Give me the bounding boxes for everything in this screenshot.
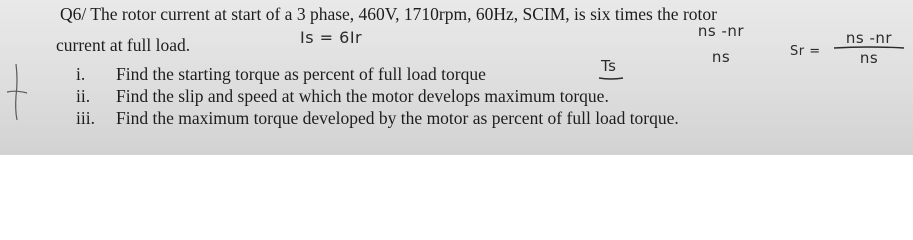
- fraction-numerator: ns -nr: [845, 29, 893, 47]
- item-number: i.: [76, 64, 86, 84]
- fraction-denominator: ns: [859, 49, 879, 67]
- torque-note-underline: [598, 76, 624, 81]
- question-item-1: [76, 64, 486, 84]
- question-line-1: Q6/ The rotor current at start of a 3 phase, 460V, 1710rpm, 60Hz, SCIM, is six times the rotor: [60, 4, 717, 24]
- item-number: iii.: [76, 108, 95, 128]
- item-number: ii.: [76, 86, 91, 106]
- item-text: Find the slip and speed at which the motor develops maximum torque.: [116, 86, 609, 106]
- handwritten-fraction: [682, 23, 760, 65]
- handwritten-torque-note: Ts: [601, 57, 617, 75]
- question-item-3: [76, 108, 679, 128]
- question-line-2: current at full load.: [56, 35, 191, 55]
- item-text: Find the maximum torque developed by the motor as percent of full load torque.: [116, 108, 679, 128]
- fraction-denominator: ns: [711, 48, 731, 66]
- question-item-2: [76, 86, 609, 106]
- handwritten-current-equation: Is = 6Ir: [300, 28, 363, 47]
- item-text: Find the starting torque as percent of full load torque: [116, 64, 486, 84]
- fraction-numerator: ns -nr: [697, 22, 745, 40]
- handwritten-sr-label: Sr =: [790, 44, 821, 59]
- margin-pen-mark: [4, 62, 30, 122]
- handwritten-slip-fraction: [832, 30, 906, 66]
